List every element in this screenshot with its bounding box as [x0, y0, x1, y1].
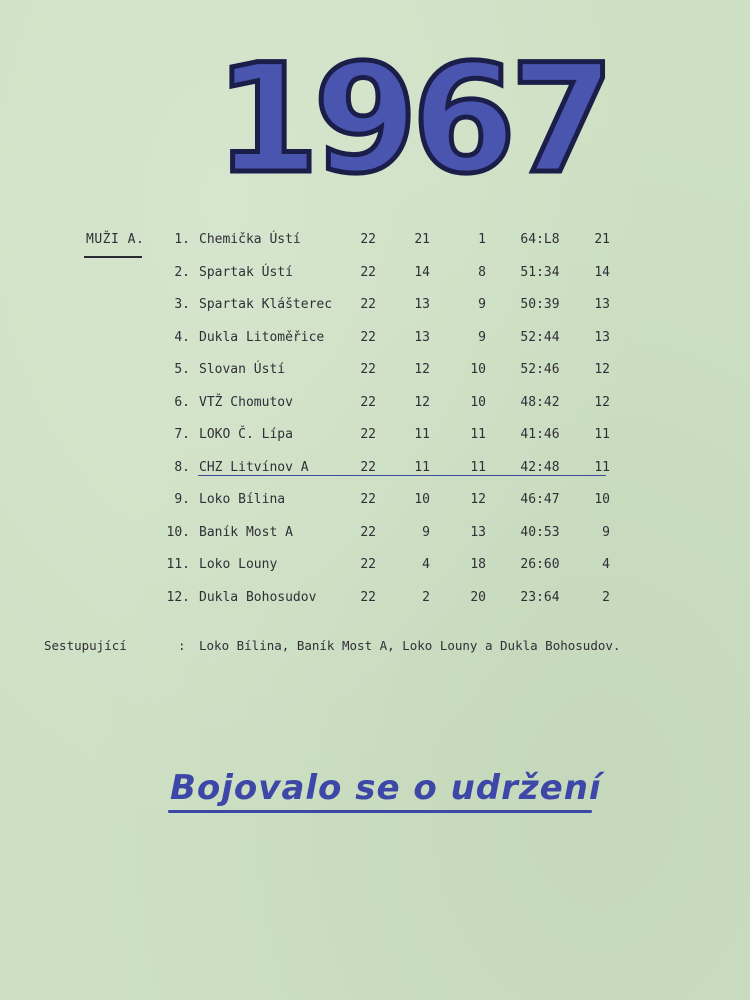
games-played: 22: [360, 394, 376, 410]
points: 12: [594, 362, 610, 377]
motto-underline: [168, 810, 592, 813]
losses: 11: [470, 459, 486, 475]
team-name: Baník Most A: [199, 524, 293, 540]
position: 9.: [174, 492, 190, 507]
team-name: Slovan Ústí: [199, 362, 286, 377]
games-played: 22: [360, 492, 376, 507]
score: 52:44: [520, 329, 560, 345]
wins: 13: [414, 329, 430, 345]
games-played: 22: [360, 459, 376, 475]
table-row: [0, 391, 750, 424]
standings-table: [0, 228, 750, 618]
team-name: CHZ Litvínov A: [199, 459, 309, 475]
relegated-label: Sestupující: [44, 638, 127, 653]
team-name: Dukla Litoměřice: [199, 329, 325, 345]
wins: 14: [414, 264, 430, 280]
score: 46:47: [520, 492, 560, 507]
table-row: [0, 293, 750, 326]
team-name: Chemička Ústí: [199, 232, 301, 247]
points: 21: [594, 232, 610, 247]
wins: 21: [414, 232, 430, 247]
points: 11: [594, 459, 610, 475]
team-name: Loko Louny: [199, 557, 278, 572]
position: 11.: [166, 557, 190, 572]
points: 9: [602, 524, 610, 540]
points: 4: [602, 557, 610, 572]
wins: 13: [414, 297, 430, 312]
wins: 11: [414, 427, 430, 442]
losses: 10: [470, 362, 486, 377]
section-label: MUŽI A.: [86, 232, 145, 247]
games-played: 22: [360, 524, 376, 540]
points: 11: [594, 427, 610, 442]
position: 7.: [174, 427, 190, 442]
relegated-teams: Loko Bílina, Baník Most A, Loko Louny a Dukla Bohosudov.: [199, 638, 621, 653]
table-row: [0, 326, 750, 359]
table-row: [0, 586, 750, 619]
table-row: [0, 456, 750, 489]
score: 64:L8: [520, 232, 560, 247]
games-played: 22: [360, 329, 376, 345]
games-played: 22: [360, 297, 376, 312]
position: 10.: [166, 524, 190, 540]
position: 5.: [174, 362, 190, 377]
position: 8.: [174, 459, 190, 475]
score: 52:46: [520, 362, 560, 377]
position: 12.: [166, 589, 190, 605]
losses: 12: [470, 492, 486, 507]
team-name: Loko Bílina: [199, 492, 286, 507]
score: 50:39: [520, 297, 560, 312]
points: 12: [594, 394, 610, 410]
points: 13: [594, 329, 610, 345]
wins: 12: [414, 394, 430, 410]
losses: 9: [478, 297, 486, 312]
team-name: Spartak Klášterec: [199, 297, 333, 312]
position: 3.: [174, 297, 190, 312]
games-played: 22: [360, 589, 376, 605]
score: 48:42: [520, 394, 560, 410]
losses: 18: [470, 557, 486, 572]
relegation-cut-line: [198, 475, 606, 476]
losses: 20: [470, 589, 486, 605]
points: 2: [602, 589, 610, 605]
table-row: [0, 228, 750, 261]
team-name: Spartak Ústí: [199, 264, 293, 280]
games-played: 22: [360, 264, 376, 280]
games-played: 22: [360, 232, 376, 247]
games-played: 22: [360, 557, 376, 572]
score: 42:48: [520, 459, 560, 475]
team-name: VTŽ Chomutov: [199, 394, 293, 410]
year-title: 1967: [215, 33, 609, 207]
team-name: LOKO Č. Lípa: [199, 427, 293, 442]
position: 2.: [174, 264, 190, 280]
position: 6.: [174, 394, 190, 410]
losses: 9: [478, 329, 486, 345]
table-row: [0, 521, 750, 554]
losses: 8: [478, 264, 486, 280]
wins: 4: [422, 557, 430, 572]
points: 10: [594, 492, 610, 507]
points: 14: [594, 264, 610, 280]
wins: 11: [414, 459, 430, 475]
table-row: [0, 553, 750, 586]
score: 40:53: [520, 524, 560, 540]
losses: 10: [470, 394, 486, 410]
table-row: [0, 261, 750, 294]
losses: 1: [478, 232, 486, 247]
position: 4.: [174, 329, 190, 345]
score: 26:60: [520, 557, 560, 572]
table-row: [0, 488, 750, 521]
motto-text: Bojovalo se o udržení: [170, 768, 602, 808]
score: 51:34: [520, 264, 560, 280]
position: 1.: [174, 232, 190, 247]
team-name: Dukla Bohosudov: [199, 589, 317, 605]
table-row: [0, 423, 750, 456]
points: 13: [594, 297, 610, 312]
score: 23:64: [520, 589, 560, 605]
losses: 13: [470, 524, 486, 540]
wins: 12: [414, 362, 430, 377]
relegated-separator: :: [178, 638, 186, 653]
table-row: [0, 358, 750, 391]
games-played: 22: [360, 427, 376, 442]
wins: 9: [422, 524, 430, 540]
losses: 11: [470, 427, 486, 442]
games-played: 22: [360, 362, 376, 377]
wins: 2: [422, 589, 430, 605]
wins: 10: [414, 492, 430, 507]
score: 41:46: [520, 427, 560, 442]
